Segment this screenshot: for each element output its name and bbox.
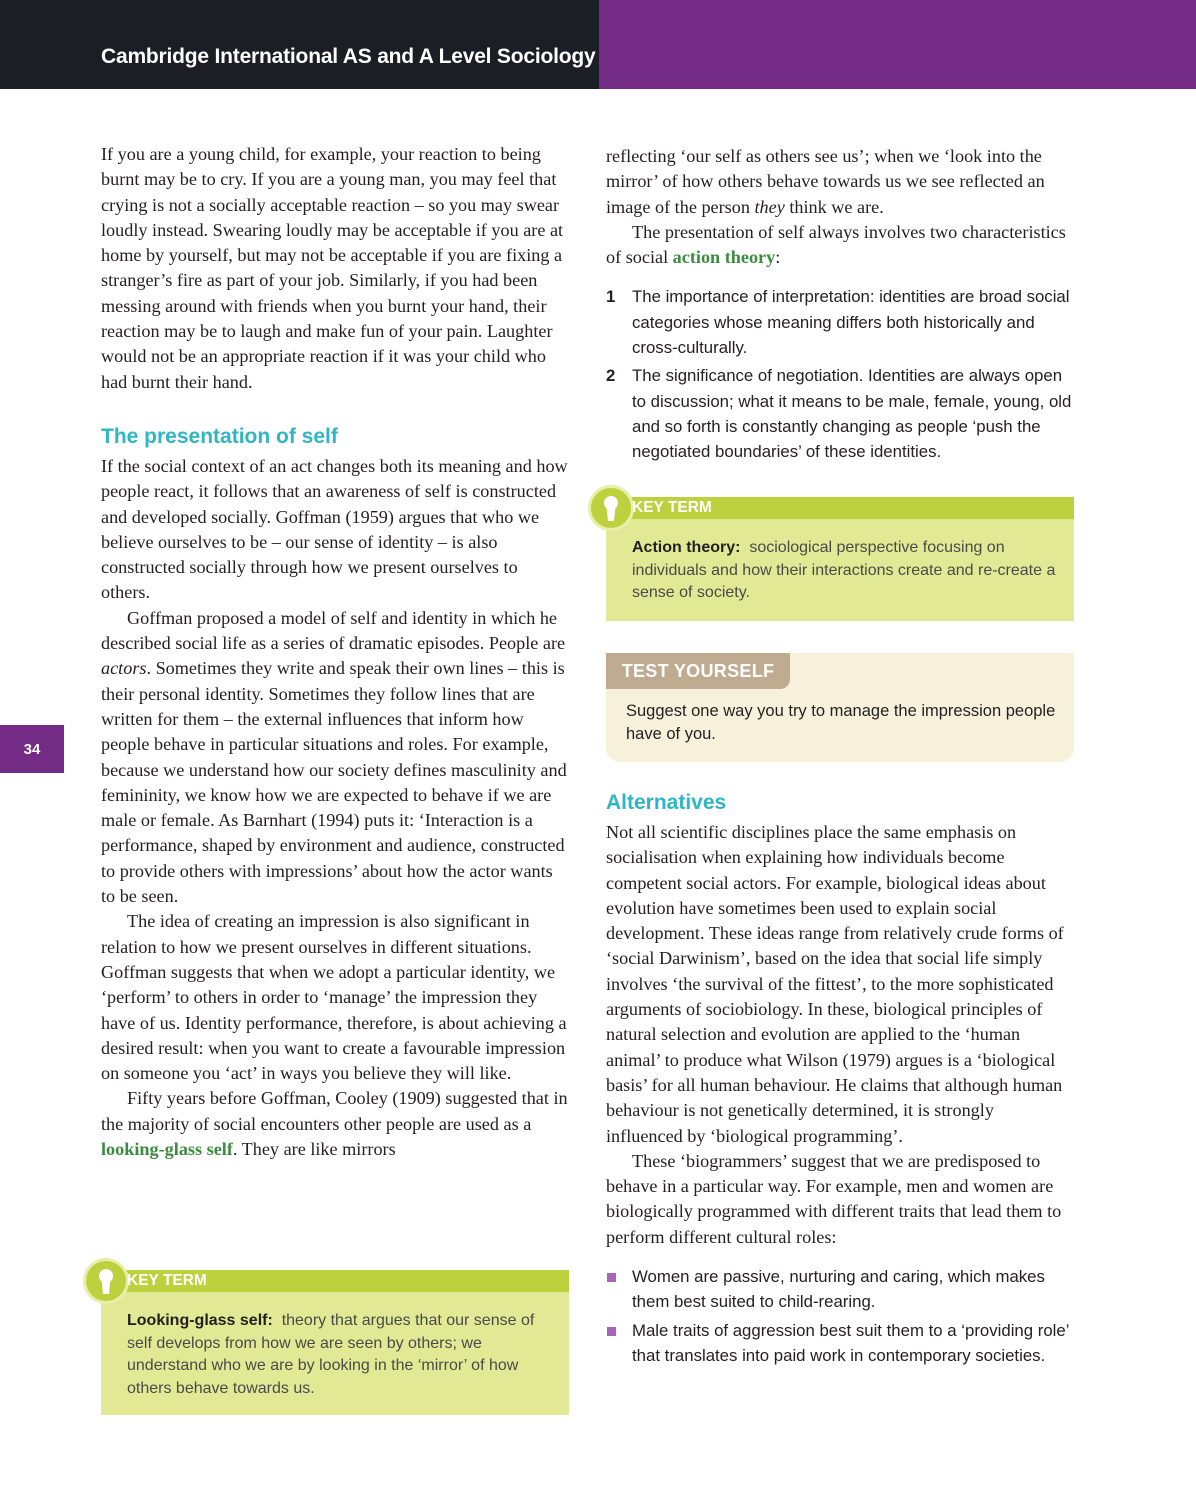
- paragraph: The presentation of self always involves two characteristics of social action theory:: [606, 221, 1066, 268]
- paragraph: Goffman proposed a model of self and identity in which he described social life as a series of dramatic episodes. People are actors. Sometimes they write and speak their own lines – this is their personal identity. Sometimes they follow lines that are written for them – the external influences that inform how people behave in particular situations and roles. For example, because we understand how our society defines masculinity and femininity, we know how we are expected to behave if we are male or female. As Barnhart (1994) puts it: ‘Interaction is a performance, shaped by environment and audience, constructed to provide others with impressions’ about how the actor wants to be seen.: [101, 607, 567, 907]
- header-purple-band: [599, 0, 1196, 89]
- test-yourself-label: TEST YOURSELF: [606, 653, 790, 689]
- key-term-name: Looking-glass self:: [127, 1312, 273, 1329]
- list-item: Male traits of aggression best suit them to a ‘providing role’ that translates into paid work in contemporary societies.: [606, 1318, 1074, 1369]
- intro-paragraph: If you are a young child, for example, your reaction to being burnt may be to cry. If you are a young man, you may feel that crying is not a socially acceptable reaction – so you may swear loudly instead. Swearing loudly may be acceptable if you are at home by yourself, but may not be acceptable if you are fixing a stranger’s fire as part of your job. Similarly, if you had been messing around with friends when you burnt your hand, their reaction may be to laugh and make fun of your pain. Laughter would not be an appropriate reaction if it was your child who had burnt their hand.: [101, 144, 564, 392]
- key-term-text: [127, 1310, 555, 1400]
- test-yourself-text: Suggest one way you try to manage the impression people have of you.: [626, 702, 1056, 743]
- key-term-text: [632, 537, 1060, 605]
- section-heading-presentation-of-self: The presentation of self: [101, 424, 338, 448]
- test-yourself-box: [606, 653, 1074, 762]
- book-title: Cambridge International AS and A Level Sociology: [101, 45, 596, 68]
- key-term-label: KEY TERM: [632, 499, 712, 516]
- paragraph: Not all scientific disciplines place the same emphasis on socialisation when explaining how individuals become competent social actors. For example, biological ideas about evolution have sometimes been used to explain social development. These ideas range from relatively crude forms of ‘social Darwinism’, based on the idea that social life simply involves ‘the survival of the fittest’, to the more sophisticated arguments of sociobiology. In these, biological principles of natural selection and evolution are applied to the ‘human animal’ to produce what Wilson (1979) argues is a ‘biological basis’ for all human behaviour. He claims that although human behaviour is not genetically determined, it is strongly influenced by ‘biological programming’.: [606, 822, 1064, 1146]
- key-term-box-looking-glass-self: [101, 1270, 569, 1415]
- list-item: 2 The significance of negotiation. Identities are always open to discussion; what it means to be male, female, young, old and so forth is constantly changing as people ‘push the negotiated boundaries’ of these identities.: [606, 366, 1072, 462]
- bullet-list: [606, 1264, 1074, 1368]
- key-term-box-action-theory: [606, 497, 1074, 621]
- keyhole-icon: [588, 485, 634, 531]
- right-column: [606, 144, 1074, 468]
- numbered-list: [606, 284, 1074, 464]
- paragraph: Fifty years before Goffman, Cooley (1909) suggested that in the majority of social encounters other people are used as a looking-glass self. They are like mirrors: [101, 1088, 568, 1159]
- left-column: [101, 142, 569, 1162]
- key-term-definition: sociological perspective focusing on individuals and how their interactions create and re-create a sense of society.: [632, 539, 1056, 601]
- key-term-definition: theory that argues that our sense of self develops from how we are seen by others; we understand who we are by looking in the ‘mirror’ of how others behave towards us.: [127, 1312, 535, 1397]
- page-number: 34: [0, 725, 64, 773]
- list-item: 1 The importance of interpretation: identities are broad social categories whose meaning differs both historically and cross-culturally.: [606, 287, 1070, 358]
- key-term-name: Action theory:: [632, 539, 741, 556]
- glossary-term-looking-glass-self[interactable]: looking-glass self: [101, 1138, 233, 1159]
- list-item: Women are passive, nurturing and caring, which makes them best suited to child-rearing.: [606, 1264, 1074, 1315]
- keyhole-icon: [83, 1258, 129, 1304]
- paragraph: The idea of creating an impression is also significant in relation to how we present ourselves in different situations. Goffman suggests that when we adopt a particular identity, we ‘perform’ to others in order to ‘manage’ the impression they have of us. Identity performance, therefore, is about achieving a desired result: when you want to create a favourable impression on someone you ‘act’ in ways you believe they will like.: [101, 911, 567, 1084]
- square-bullet-icon: [606, 1318, 632, 1369]
- paragraph: If the social context of an act changes both its meaning and how people react, it follows that an awareness of self is constructed and developed socially. Goffman (1959) argues that who we believe ourselves to be – our sense of identity – is also constructed socially through how we present ourselves to others.: [101, 455, 568, 603]
- square-bullet-icon: [606, 1264, 632, 1315]
- glossary-term-action-theory[interactable]: action theory: [672, 247, 776, 268]
- section-heading-alternatives: Alternatives: [606, 791, 727, 814]
- paragraph: These ‘biogrammers’ suggest that we are predisposed to behave in a particular way. For example, men and women are biologically programmed with different traits that lead them to perform different cultural roles:: [606, 1150, 1062, 1247]
- paragraph: reflecting ‘our self as others see us’; when we ‘look into the mirror’ of how others behave towards us we see reflected an image of the person they think we are.: [606, 146, 1045, 217]
- alternatives-section: [606, 790, 1074, 1371]
- key-term-label: KEY TERM: [127, 1272, 207, 1289]
